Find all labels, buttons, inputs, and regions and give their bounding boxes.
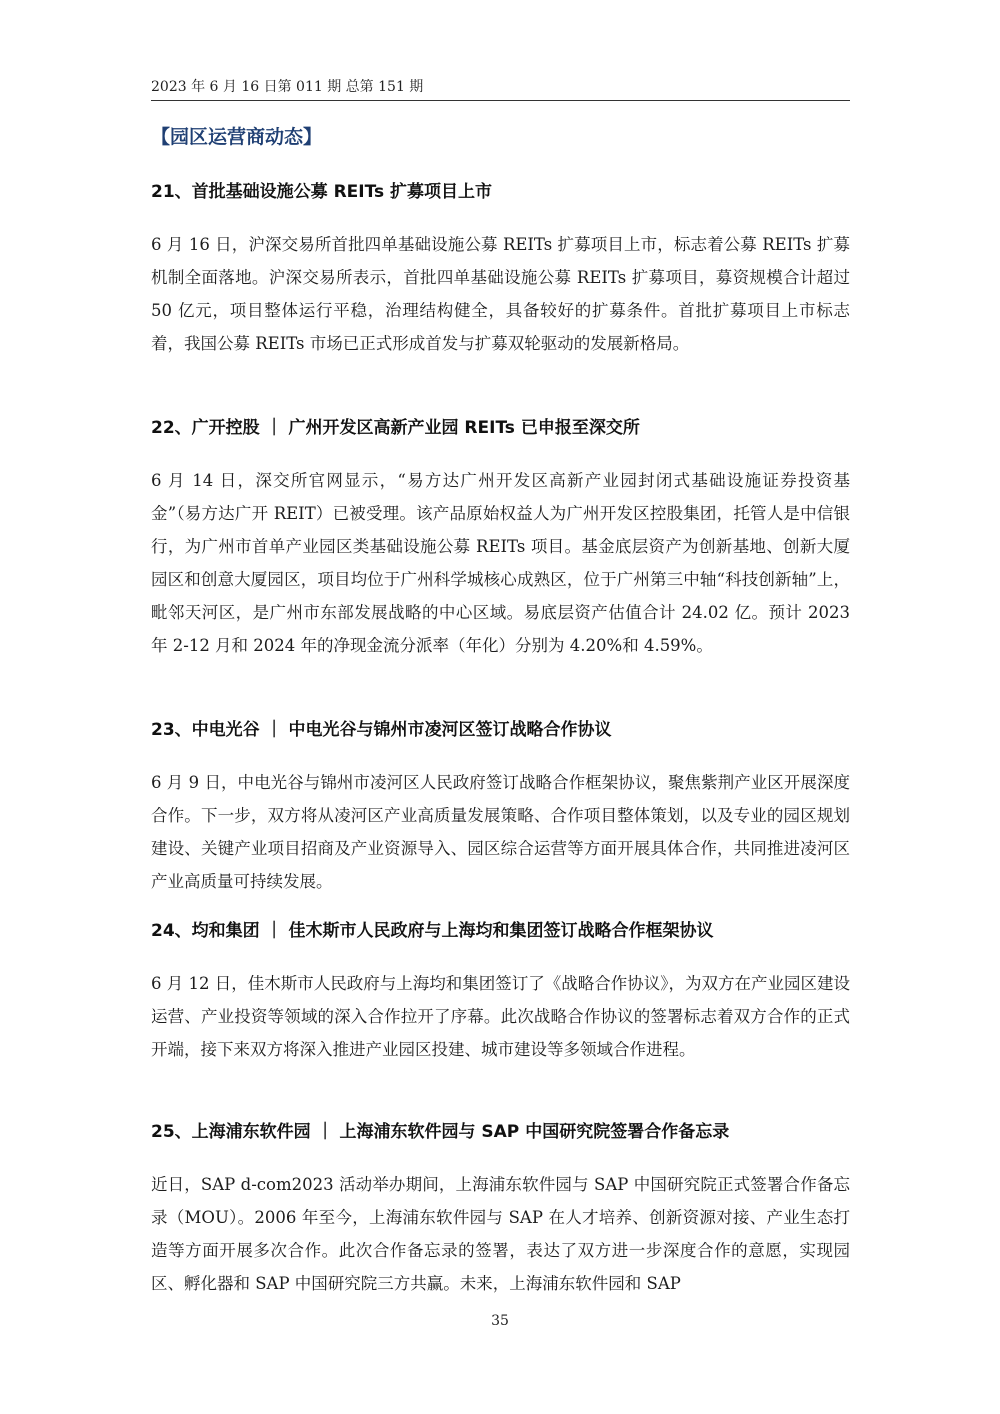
header-divider [151, 100, 850, 101]
article-title: 21、首批基础设施公募 REITs 扩募项目上市 [151, 182, 492, 202]
article-body: 6 月 12 日，佳木斯市人民政府与上海均和集团签订了《战略合作协议》，为双方在产业园区建设运营、产业投资等领域的深入合作拉开了序幕。此次战略合作协议的签署标志着双方合作的正式开端，接下来双方将深入推进产业园区投建、城市建设等多领域合作进程。 [151, 974, 850, 1059]
article-title: 24、均和集团 ｜ 佳木斯市人民政府与上海均和集团签订战略合作框架协议 [151, 921, 714, 941]
page-number: 35 [491, 1313, 509, 1329]
section-title: 【园区运营商动态】 [151, 126, 323, 148]
article-body: 6 月 14 日，深交所官网显示，“易方达广州开发区高新产业园封闭式基础设施证券投资基金”（易方达广开 REIT）已被受理。该产品原始权益人为广州开发区控股集团，托管人是中信银行，为广州市首单产业园区类基础设施公募 REITs 项目。基金底层资产为创新基地、创新大厦园区和创意大厦园区，项目均位于广州科学城核心成熟区，位于广州第三中轴“科技创新轴”上，毗邻天河区，是广州市东部发展战略的中心区域。易底层资产估值合计 24.02 亿。预计 2023 年 2-12 月和 2024 年的净现金流分派率（年化）分别为 4.20%和 4.59%。 [151, 471, 850, 655]
article-22 [151, 417, 850, 662]
article-body: 6 月 16 日，沪深交易所首批四单基础设施公募 REITs 扩募项目上市，标志着公募 REITs 扩募机制全面落地。沪深交易所表示，首批四单基础设施公募 REITs 扩募项目，募资规模合计超过 50 亿元，项目整体运行平稳，治理结构健全，具备较好的扩募条件。首批扩募项目上市标志着，我国公募 REITs 市场已正式形成首发与扩募双轮驱动的发展新格局。 [151, 235, 850, 353]
article-21 [151, 181, 850, 360]
article-23 [151, 719, 850, 898]
issue-header: 2023 年 6 月 16 日第 011 期 总第 151 期 [151, 79, 424, 95]
article-body: 近日，SAP d-com2023 活动举办期间，上海浦东软件园与 SAP 中国研究院正式签署合作备忘录（MOU）。2006 年至今，上海浦东软件园与 SAP 在人才培养、创新资源对接、产业生态打造等方面开展多次合作。此次合作备忘录的签署，表达了双方进一步深度合作的意愿，实现园区、孵化器和 SAP 中国研究院三方共赢。未来，上海浦东软件园和 SAP [151, 1175, 850, 1293]
article-body: 6 月 9 日，中电光谷与锦州市凌河区人民政府签订战略合作框架协议，聚焦紫荆产业区开展深度合作。下一步，双方将从凌河区产业高质量发展策略、合作项目整体策划，以及专业的园区规划建设、关键产业项目招商及产业资源导入、园区综合运营等方面开展具体合作，共同推进凌河区产业高质量可持续发展。 [151, 773, 850, 891]
article-title: 23、中电光谷 ｜ 中电光谷与锦州市凌河区签订战略合作协议 [151, 720, 612, 740]
article-title: 25、上海浦东软件园 ｜ 上海浦东软件园与 SAP 中国研究院签署合作备忘录 [151, 1122, 730, 1142]
article-24 [151, 920, 850, 1066]
article-25 [151, 1121, 850, 1300]
article-title: 22、广开控股 ｜ 广州开发区高新产业园 REITs 已申报至深交所 [151, 418, 640, 438]
